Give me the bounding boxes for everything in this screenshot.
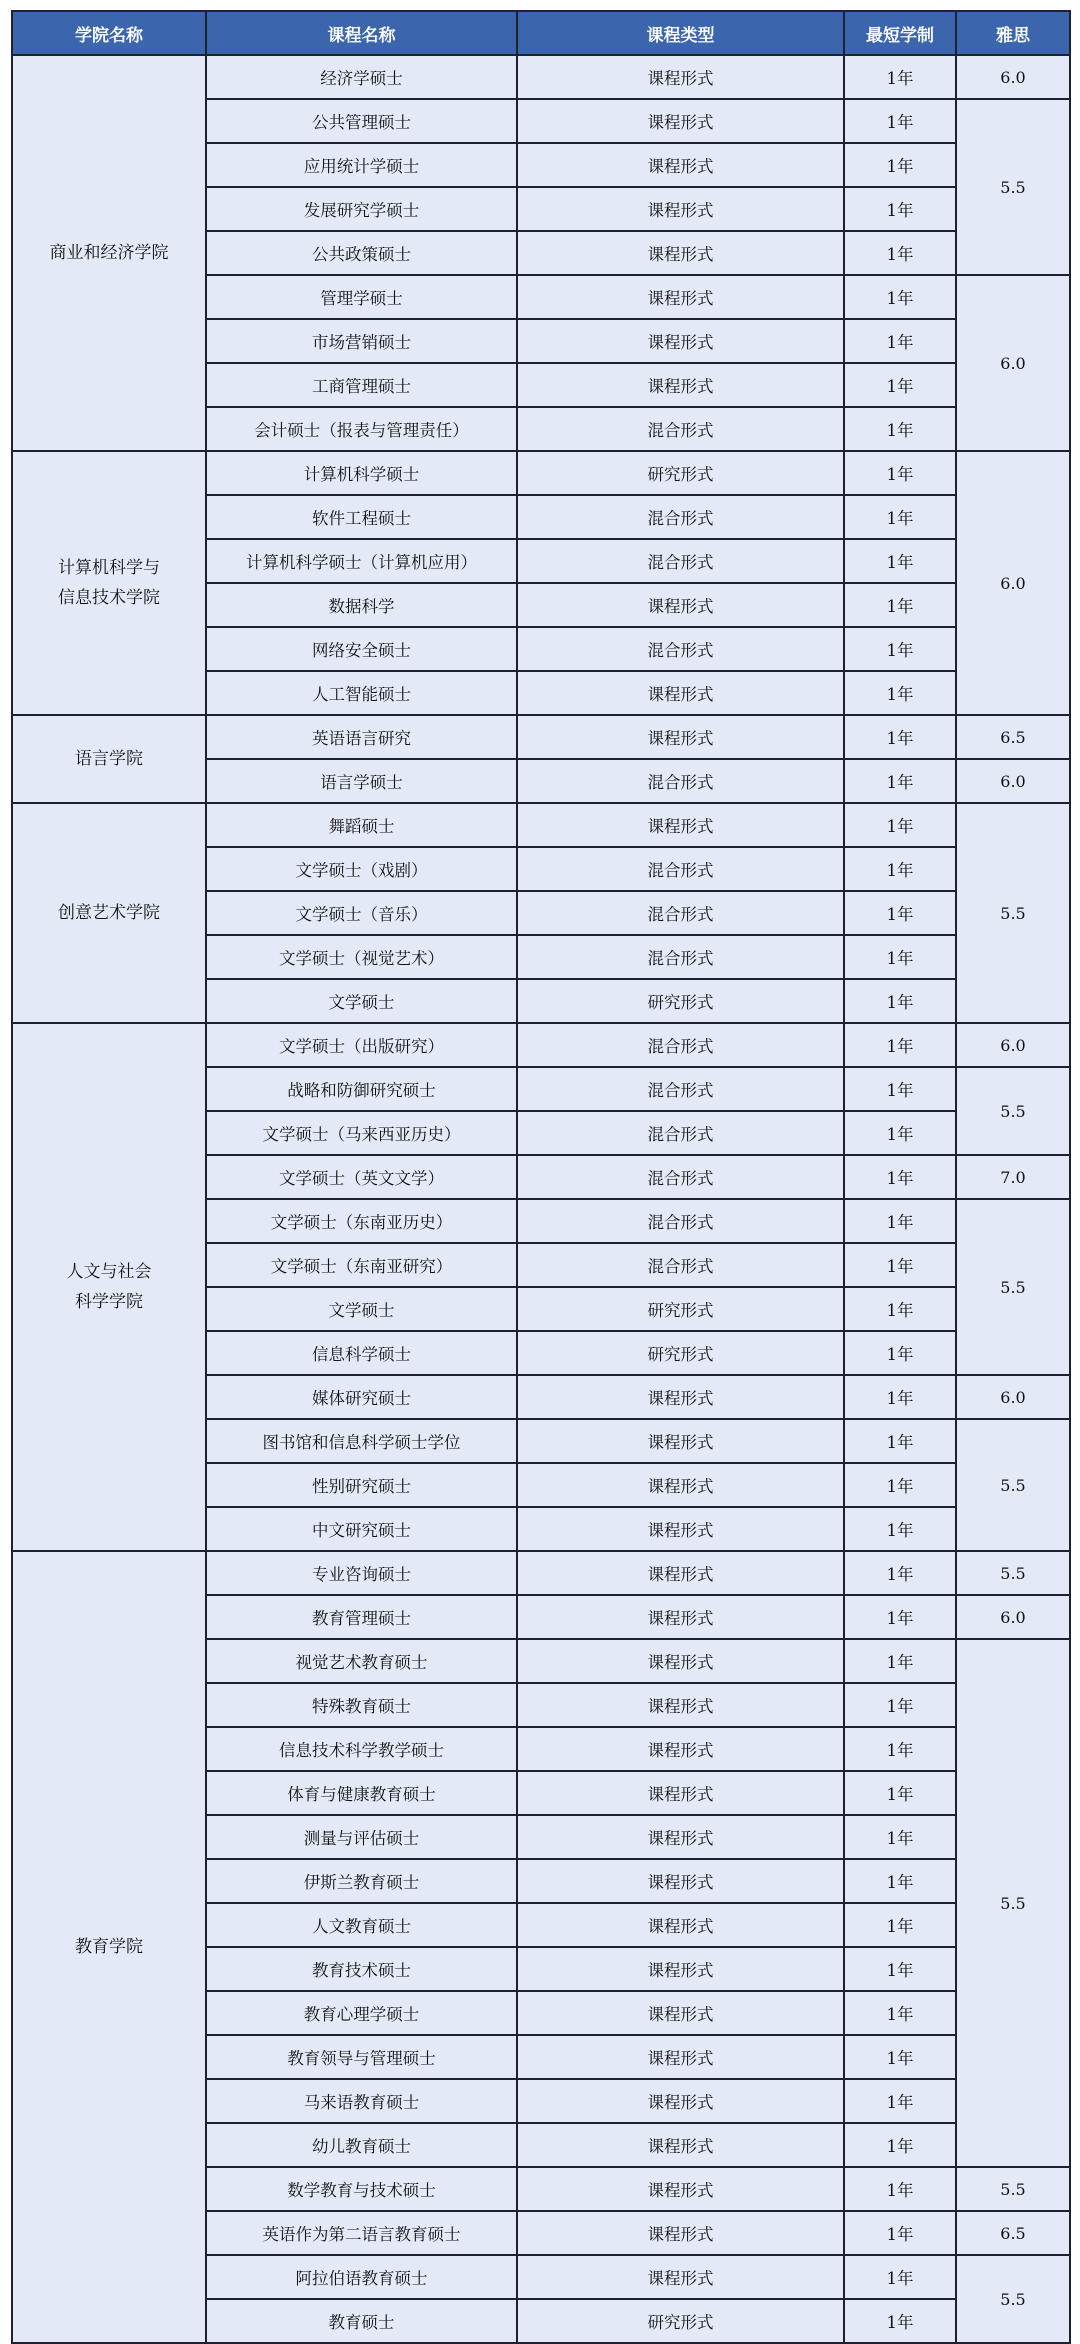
course-type-cell: 研究形式 — [517, 1331, 844, 1375]
school-name-cell: 语言学院 — [12, 715, 206, 803]
duration-cell: 1年 — [844, 451, 956, 495]
duration-cell: 1年 — [844, 1903, 956, 1947]
duration-cell: 1年 — [844, 1155, 956, 1199]
school-name-cell: 创意艺术学院 — [12, 803, 206, 1023]
course-name-cell: 市场营销硕士 — [206, 319, 517, 363]
course-name-cell: 英语语言研究 — [206, 715, 517, 759]
duration-cell: 1年 — [844, 1595, 956, 1639]
course-name-cell: 舞蹈硕士 — [206, 803, 517, 847]
ielts-score-cell: 5.5 — [956, 1199, 1070, 1375]
header-ielts: 雅思 — [956, 11, 1070, 55]
duration-cell: 1年 — [844, 1463, 956, 1507]
course-type-cell: 混合形式 — [517, 759, 844, 803]
duration-cell: 1年 — [844, 2167, 956, 2211]
duration-cell: 1年 — [844, 1639, 956, 1683]
course-type-cell: 课程形式 — [517, 231, 844, 275]
course-name-cell: 人工智能硕士 — [206, 671, 517, 715]
course-type-cell: 混合形式 — [517, 539, 844, 583]
course-type-cell: 混合形式 — [517, 1023, 844, 1067]
ielts-score-cell: 5.5 — [956, 99, 1070, 275]
course-name-cell: 应用统计学硕士 — [206, 143, 517, 187]
course-type-cell: 课程形式 — [517, 1815, 844, 1859]
header-row — [12, 11, 1070, 55]
duration-cell: 1年 — [844, 1023, 956, 1067]
duration-cell: 1年 — [844, 407, 956, 451]
duration-cell: 1年 — [844, 319, 956, 363]
course-name-cell: 战略和防御研究硕士 — [206, 1067, 517, 1111]
duration-cell: 1年 — [844, 891, 956, 935]
duration-cell: 1年 — [844, 1683, 956, 1727]
course-name-cell: 教育管理硕士 — [206, 1595, 517, 1639]
course-type-cell: 课程形式 — [517, 275, 844, 319]
course-name-cell: 文学硕士（音乐） — [206, 891, 517, 935]
ielts-score-cell: 6.0 — [956, 1375, 1070, 1419]
ielts-score-cell: 5.5 — [956, 1067, 1070, 1155]
course-type-cell: 混合形式 — [517, 627, 844, 671]
ielts-score-cell: 6.5 — [956, 2211, 1070, 2255]
course-name-cell: 教育心理学硕士 — [206, 1991, 517, 2035]
course-name-cell: 教育领导与管理硕士 — [206, 2035, 517, 2079]
ielts-score-cell: 5.5 — [956, 1419, 1070, 1551]
course-name-cell: 数学教育与技术硕士 — [206, 2167, 517, 2211]
duration-cell: 1年 — [844, 363, 956, 407]
table-row — [12, 451, 1070, 495]
duration-cell: 1年 — [844, 2211, 956, 2255]
course-type-cell: 课程形式 — [517, 1595, 844, 1639]
course-name-cell: 专业咨询硕士 — [206, 1551, 517, 1595]
duration-cell: 1年 — [844, 1551, 956, 1595]
table-body — [12, 55, 1070, 2343]
school-name-cell: 计算机科学与 信息技术学院 — [12, 451, 206, 715]
table-row — [12, 55, 1070, 99]
course-name-cell: 信息科学硕士 — [206, 1331, 517, 1375]
course-type-cell: 课程形式 — [517, 1507, 844, 1551]
course-type-cell: 课程形式 — [517, 2035, 844, 2079]
course-type-cell: 研究形式 — [517, 1287, 844, 1331]
course-type-cell: 课程形式 — [517, 2167, 844, 2211]
course-name-cell: 文学硕士（英文文学） — [206, 1155, 517, 1199]
duration-cell: 1年 — [844, 2123, 956, 2167]
ielts-score-cell: 6.0 — [956, 759, 1070, 803]
duration-cell: 1年 — [844, 1991, 956, 2035]
duration-cell: 1年 — [844, 583, 956, 627]
course-type-cell: 课程形式 — [517, 2123, 844, 2167]
course-type-cell: 研究形式 — [517, 979, 844, 1023]
course-name-cell: 测量与评估硕士 — [206, 1815, 517, 1859]
course-name-cell: 信息技术科学教学硕士 — [206, 1727, 517, 1771]
duration-cell: 1年 — [844, 1331, 956, 1375]
ielts-score-cell: 6.0 — [956, 275, 1070, 451]
course-name-cell: 性别研究硕士 — [206, 1463, 517, 1507]
course-type-cell: 混合形式 — [517, 407, 844, 451]
course-type-cell: 课程形式 — [517, 2211, 844, 2255]
course-name-cell: 语言学硕士 — [206, 759, 517, 803]
ielts-score-cell: 6.0 — [956, 1595, 1070, 1639]
course-type-cell: 混合形式 — [517, 495, 844, 539]
course-type-cell: 研究形式 — [517, 451, 844, 495]
duration-cell: 1年 — [844, 1815, 956, 1859]
duration-cell: 1年 — [844, 2035, 956, 2079]
table-row — [12, 1023, 1070, 1067]
course-name-cell: 图书馆和信息科学硕士学位 — [206, 1419, 517, 1463]
duration-cell: 1年 — [844, 1507, 956, 1551]
course-type-cell: 课程形式 — [517, 55, 844, 99]
duration-cell: 1年 — [844, 715, 956, 759]
duration-cell: 1年 — [844, 495, 956, 539]
course-type-cell: 课程形式 — [517, 319, 844, 363]
duration-cell: 1年 — [844, 1243, 956, 1287]
course-type-cell: 课程形式 — [517, 1463, 844, 1507]
duration-cell: 1年 — [844, 759, 956, 803]
duration-cell: 1年 — [844, 803, 956, 847]
course-type-cell: 混合形式 — [517, 935, 844, 979]
course-name-cell: 经济学硕士 — [206, 55, 517, 99]
course-name-cell: 工商管理硕士 — [206, 363, 517, 407]
course-name-cell: 软件工程硕士 — [206, 495, 517, 539]
ielts-score-cell: 5.5 — [956, 1639, 1070, 2167]
course-name-cell: 教育技术硕士 — [206, 1947, 517, 1991]
course-name-cell: 文学硕士（马来西亚历史） — [206, 1111, 517, 1155]
ielts-score-cell: 6.5 — [956, 715, 1070, 759]
duration-cell: 1年 — [844, 275, 956, 319]
course-name-cell: 伊斯兰教育硕士 — [206, 1859, 517, 1903]
header-type: 课程类型 — [517, 11, 844, 55]
course-type-cell: 研究形式 — [517, 2299, 844, 2343]
course-name-cell: 媒体研究硕士 — [206, 1375, 517, 1419]
duration-cell: 1年 — [844, 671, 956, 715]
course-type-cell: 课程形式 — [517, 1859, 844, 1903]
course-type-cell: 混合形式 — [517, 1111, 844, 1155]
course-name-cell: 教育硕士 — [206, 2299, 517, 2343]
course-name-cell: 马来语教育硕士 — [206, 2079, 517, 2123]
course-name-cell: 文学硕士（东南亚历史） — [206, 1199, 517, 1243]
duration-cell: 1年 — [844, 55, 956, 99]
course-name-cell: 人文教育硕士 — [206, 1903, 517, 1947]
duration-cell: 1年 — [844, 979, 956, 1023]
ielts-score-cell: 5.5 — [956, 803, 1070, 1023]
duration-cell: 1年 — [844, 935, 956, 979]
duration-cell: 1年 — [844, 1859, 956, 1903]
ielts-score-cell: 5.5 — [956, 2255, 1070, 2343]
course-name-cell: 会计硕士（报表与管理责任） — [206, 407, 517, 451]
programs-table — [11, 10, 1071, 2344]
course-name-cell: 网络安全硕士 — [206, 627, 517, 671]
duration-cell: 1年 — [844, 1727, 956, 1771]
course-type-cell: 混合形式 — [517, 847, 844, 891]
course-type-cell: 混合形式 — [517, 1067, 844, 1111]
course-type-cell: 混合形式 — [517, 1243, 844, 1287]
duration-cell: 1年 — [844, 1067, 956, 1111]
course-name-cell: 特殊教育硕士 — [206, 1683, 517, 1727]
course-type-cell: 课程形式 — [517, 1727, 844, 1771]
table-row — [12, 1551, 1070, 1595]
duration-cell: 1年 — [844, 1199, 956, 1243]
course-type-cell: 课程形式 — [517, 1903, 844, 1947]
duration-cell: 1年 — [844, 187, 956, 231]
course-type-cell: 课程形式 — [517, 1639, 844, 1683]
course-name-cell: 公共管理硕士 — [206, 99, 517, 143]
course-name-cell: 体育与健康教育硕士 — [206, 1771, 517, 1815]
course-name-cell: 文学硕士 — [206, 1287, 517, 1331]
duration-cell: 1年 — [844, 1947, 956, 1991]
course-type-cell: 课程形式 — [517, 1947, 844, 1991]
duration-cell: 1年 — [844, 847, 956, 891]
duration-cell: 1年 — [844, 539, 956, 583]
course-name-cell: 阿拉伯语教育硕士 — [206, 2255, 517, 2299]
table-row — [12, 715, 1070, 759]
course-type-cell: 课程形式 — [517, 1991, 844, 2035]
header-school: 学院名称 — [12, 11, 206, 55]
school-name-cell: 人文与社会 科学学院 — [12, 1023, 206, 1551]
course-name-cell: 发展研究学硕士 — [206, 187, 517, 231]
duration-cell: 1年 — [844, 1771, 956, 1815]
duration-cell: 1年 — [844, 1375, 956, 1419]
course-name-cell: 数据科学 — [206, 583, 517, 627]
course-name-cell: 文学硕士（戏剧） — [206, 847, 517, 891]
course-name-cell: 计算机科学硕士（计算机应用） — [206, 539, 517, 583]
duration-cell: 1年 — [844, 1287, 956, 1331]
course-name-cell: 幼儿教育硕士 — [206, 2123, 517, 2167]
course-type-cell: 混合形式 — [517, 1199, 844, 1243]
course-name-cell: 文学硕士 — [206, 979, 517, 1023]
duration-cell: 1年 — [844, 1419, 956, 1463]
course-type-cell: 课程形式 — [517, 671, 844, 715]
header-duration: 最短学制 — [844, 11, 956, 55]
course-type-cell: 课程形式 — [517, 583, 844, 627]
school-name-cell: 教育学院 — [12, 1551, 206, 2343]
course-type-cell: 课程形式 — [517, 1771, 844, 1815]
course-type-cell: 混合形式 — [517, 1155, 844, 1199]
duration-cell: 1年 — [844, 1111, 956, 1155]
duration-cell: 1年 — [844, 2299, 956, 2343]
course-type-cell: 课程形式 — [517, 715, 844, 759]
course-type-cell: 课程形式 — [517, 1683, 844, 1727]
course-name-cell: 公共政策硕士 — [206, 231, 517, 275]
table-row — [12, 803, 1070, 847]
course-type-cell: 混合形式 — [517, 891, 844, 935]
course-type-cell: 课程形式 — [517, 803, 844, 847]
ielts-score-cell: 6.0 — [956, 451, 1070, 715]
course-type-cell: 课程形式 — [517, 363, 844, 407]
duration-cell: 1年 — [844, 2079, 956, 2123]
course-type-cell: 课程形式 — [517, 143, 844, 187]
course-name-cell: 视觉艺术教育硕士 — [206, 1639, 517, 1683]
course-name-cell: 中文研究硕士 — [206, 1507, 517, 1551]
course-type-cell: 课程形式 — [517, 2255, 844, 2299]
header-course: 课程名称 — [206, 11, 517, 55]
course-type-cell: 课程形式 — [517, 1419, 844, 1463]
course-name-cell: 英语作为第二语言教育硕士 — [206, 2211, 517, 2255]
course-type-cell: 课程形式 — [517, 187, 844, 231]
ielts-score-cell: 7.0 — [956, 1155, 1070, 1199]
course-name-cell: 文学硕士（视觉艺术） — [206, 935, 517, 979]
duration-cell: 1年 — [844, 99, 956, 143]
ielts-score-cell: 6.0 — [956, 55, 1070, 99]
course-type-cell: 课程形式 — [517, 1375, 844, 1419]
ielts-score-cell: 5.5 — [956, 1551, 1070, 1595]
duration-cell: 1年 — [844, 231, 956, 275]
ielts-score-cell: 6.0 — [956, 1023, 1070, 1067]
course-name-cell: 计算机科学硕士 — [206, 451, 517, 495]
duration-cell: 1年 — [844, 143, 956, 187]
school-name-cell: 商业和经济学院 — [12, 55, 206, 451]
course-type-cell: 课程形式 — [517, 1551, 844, 1595]
duration-cell: 1年 — [844, 627, 956, 671]
course-type-cell: 课程形式 — [517, 99, 844, 143]
ielts-score-cell: 5.5 — [956, 2167, 1070, 2211]
course-name-cell: 管理学硕士 — [206, 275, 517, 319]
course-name-cell: 文学硕士（东南亚研究） — [206, 1243, 517, 1287]
course-type-cell: 课程形式 — [517, 2079, 844, 2123]
course-name-cell: 文学硕士（出版研究） — [206, 1023, 517, 1067]
duration-cell: 1年 — [844, 2255, 956, 2299]
